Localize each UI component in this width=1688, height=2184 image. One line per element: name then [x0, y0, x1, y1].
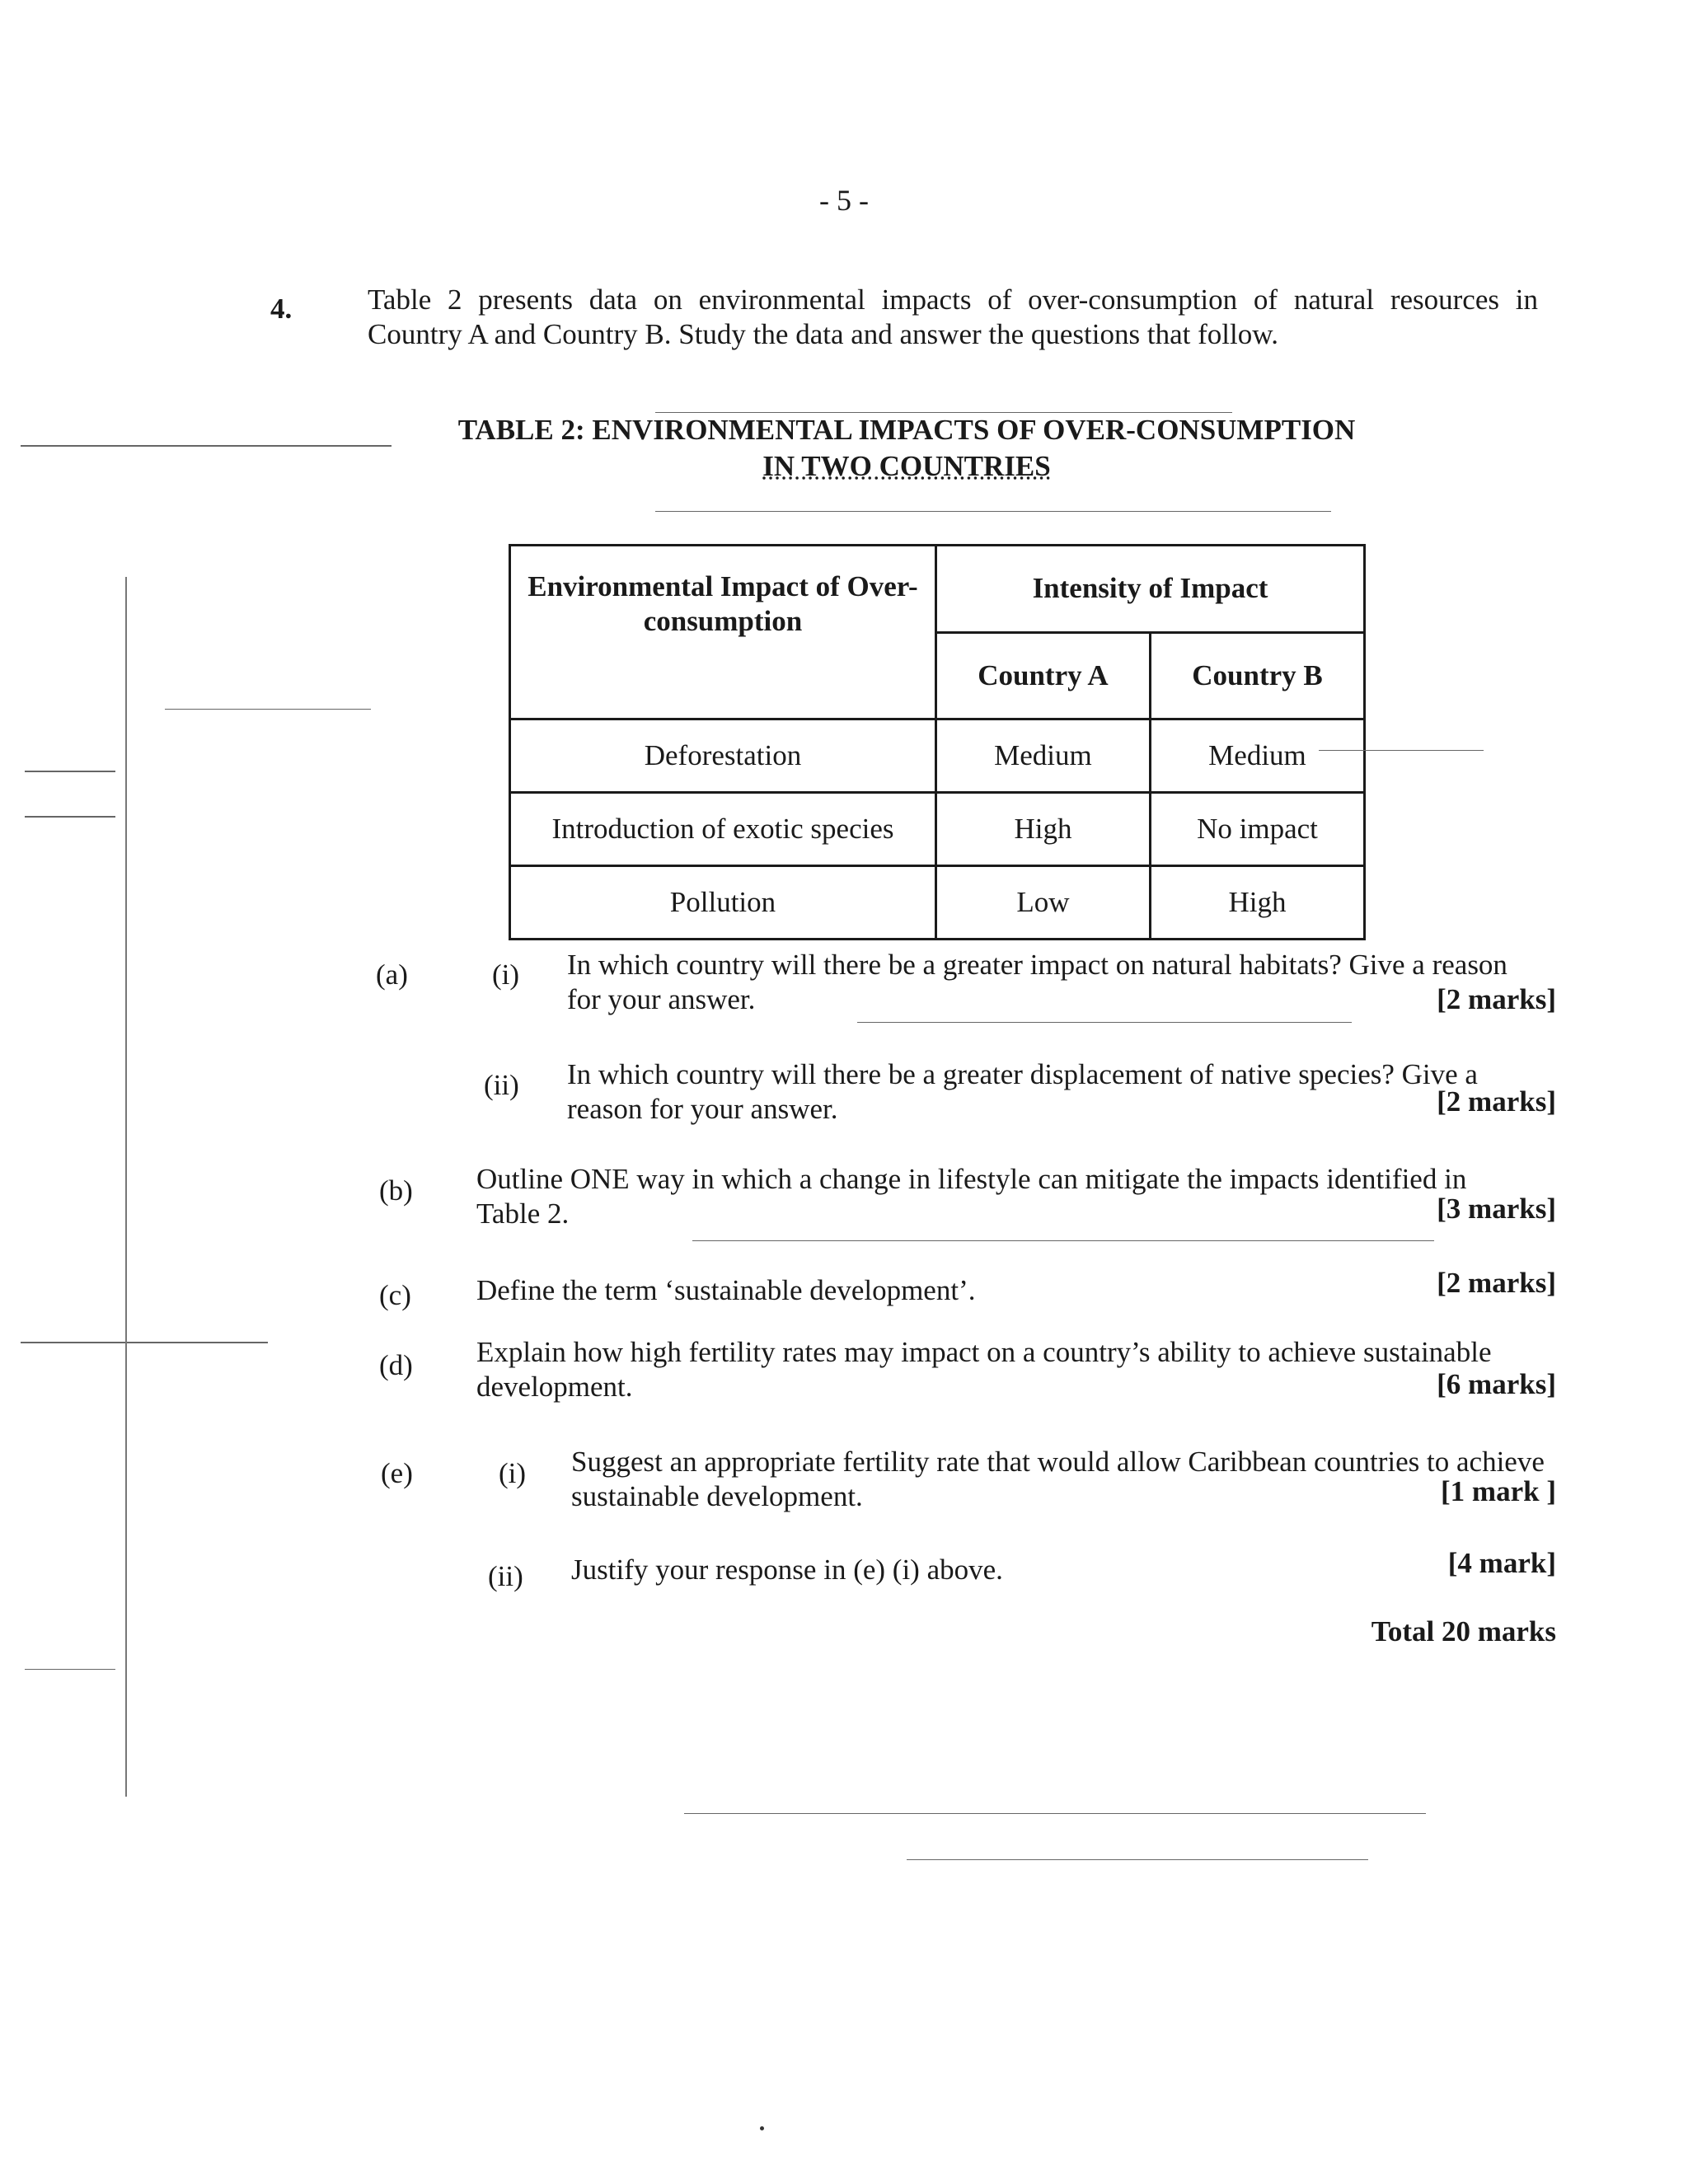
- part-b-marks: [3 marks]: [1437, 1193, 1556, 1225]
- column-header-impact: Environmental Impact of Over-consumption: [510, 546, 936, 719]
- part-b-label: (b): [379, 1174, 413, 1207]
- part-e-i-marks: [1 mark ]: [1441, 1475, 1556, 1507]
- scan-line: [857, 1022, 1352, 1023]
- impact-cell: Introduction of exotic species: [510, 793, 936, 866]
- table-row: [510, 719, 1365, 793]
- part-e-i-label: (i): [499, 1457, 527, 1489]
- table-title-line1: TABLE 2: ENVIRONMENTAL IMPACTS OF OVER-CONSUMPTION: [457, 414, 1356, 446]
- part-a-i-marks: [2 marks]: [1437, 983, 1556, 1015]
- country-b-cell: Medium: [1150, 719, 1364, 793]
- scan-line: [25, 771, 115, 772]
- country-a-cell: High: [935, 793, 1150, 866]
- scan-line: [21, 445, 392, 447]
- scan-line: [165, 709, 371, 710]
- table-title-line2: IN TWO COUNTRIES: [762, 450, 1051, 482]
- impacts-table: [509, 544, 1366, 940]
- part-d-marks: [6 marks]: [1437, 1368, 1556, 1400]
- part-a-label: (a): [376, 958, 408, 991]
- part-e-ii-label: (ii): [488, 1560, 523, 1592]
- part-b-line1: Outline ONE way in which a change in lifestyle can mitigate the impacts identified in: [476, 1163, 1467, 1195]
- part-d-label: (d): [379, 1349, 413, 1381]
- part-a-ii-marks: [2 marks]: [1437, 1085, 1556, 1118]
- question-number: 4.: [270, 293, 293, 325]
- question-intro-line2: Country A and Country B. Study the data and answer the questions that follow.: [368, 318, 1278, 350]
- part-d-line2: development.: [476, 1371, 633, 1403]
- question-intro: [368, 283, 1538, 352]
- part-b-line2: Table 2.: [476, 1197, 570, 1230]
- country-a-cell: Low: [935, 866, 1150, 940]
- impact-cell: Pollution: [510, 866, 936, 940]
- part-e-label: (e): [381, 1457, 413, 1489]
- scan-line: [125, 577, 127, 1797]
- scan-line: [25, 1669, 115, 1670]
- part-e-ii-marks: [4 mark]: [1447, 1547, 1556, 1579]
- scan-line: [21, 1342, 268, 1343]
- impact-cell: Deforestation: [510, 719, 936, 793]
- part-a-ii-line2: reason for your answer.: [567, 1093, 838, 1125]
- part-a-i-line2: for your answer.: [567, 983, 756, 1015]
- country-a-cell: Medium: [935, 719, 1150, 793]
- part-a-i-line1: In which country will there be a greater impact on natural habitats? Give a reason: [567, 949, 1507, 981]
- table-title: [396, 412, 1418, 485]
- part-e-i-line1: Suggest an appropriate fertility rate that would allow Caribbean countries to achieve: [571, 1446, 1545, 1478]
- country-b-cell: No impact: [1150, 793, 1364, 866]
- part-e-ii-line1: Justify your response in (e) (i) above.: [571, 1554, 1003, 1586]
- part-c-label: (c): [379, 1279, 411, 1311]
- column-header-country-b: Country B: [1150, 632, 1364, 719]
- scan-line: [907, 1859, 1368, 1860]
- scan-line: [692, 1240, 1434, 1241]
- scan-dot: [760, 2126, 764, 2130]
- scan-line: [655, 412, 1232, 413]
- total-marks: Total 20 marks: [1371, 1615, 1556, 1647]
- scan-line: [655, 511, 1331, 512]
- column-header-intensity: Intensity of Impact: [935, 546, 1364, 633]
- part-a-i-label: (i): [492, 958, 520, 991]
- scan-line: [25, 816, 115, 818]
- column-header-country-a: Country A: [935, 632, 1150, 719]
- table-row: [510, 793, 1365, 866]
- country-b-cell: High: [1150, 866, 1364, 940]
- part-d-line1: Explain how high fertility rates may impact on a country’s ability to achieve sustainable: [476, 1336, 1492, 1368]
- part-e-i-line2: sustainable development.: [571, 1480, 863, 1512]
- part-a-ii-label: (ii): [484, 1069, 519, 1101]
- part-c-marks: [2 marks]: [1437, 1267, 1556, 1299]
- part-a-ii-line1: In which country will there be a greater displacement of native species? Give a: [567, 1058, 1478, 1090]
- page-number: - 5 -: [819, 184, 869, 217]
- scan-line: [684, 1813, 1426, 1814]
- table-row: [510, 866, 1365, 940]
- question-intro-line1: Table 2 presents data on environmental impacts of over-consumption of natural resources in: [368, 284, 1538, 316]
- scan-line: [1319, 750, 1484, 751]
- part-c-line1: Define the term ‘sustainable development’.: [476, 1274, 976, 1306]
